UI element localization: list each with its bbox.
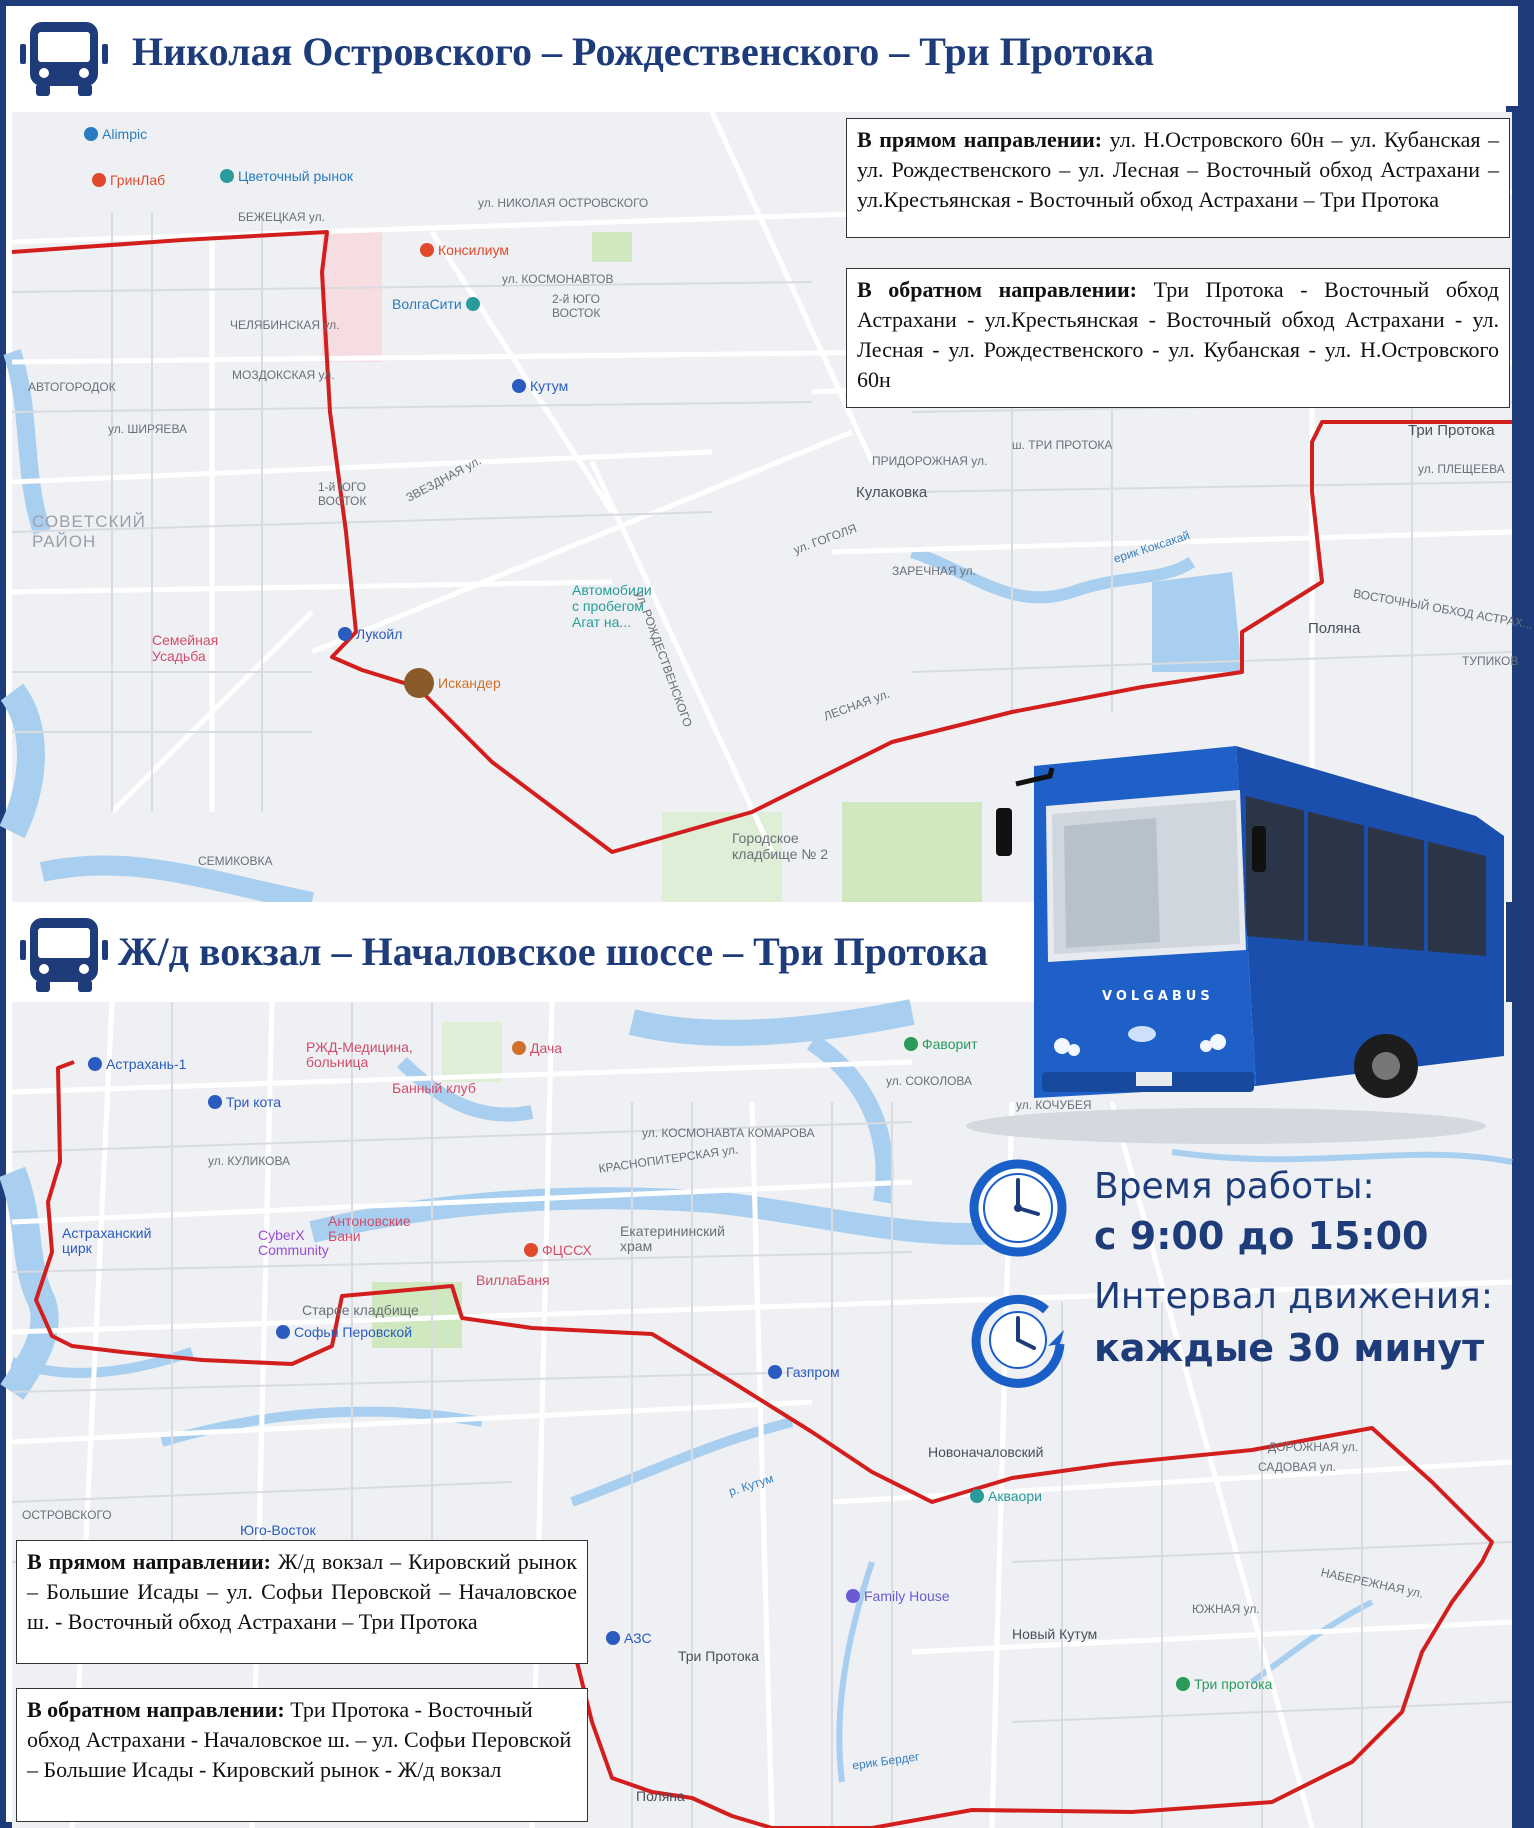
poi-dacha [512,1040,562,1056]
route2-backward-text: Три Протока - Восточный обход Астрахани - Началовское ш. – ул. Софьи Перовской – Большие Исады - Кировский рынок - Ж/д вокзал [27,1697,572,1782]
poi-astrakhan1 [88,1056,186,1072]
label-kulikova: ул. КУЛИКОВА [208,1154,291,1168]
label-kochubeya: ул. КОЧУБЕЯ [1016,1098,1092,1112]
poi-label: Семейная Усадьба [152,632,219,664]
label-avtogorodok: АВТОГОРОДОК [28,380,116,394]
label-pleshcheeva: ул. ПЛЕЩЕЕВА [1418,462,1505,476]
poi-circus [62,1226,151,1256]
poi-triprotoka2 [1176,1676,1272,1692]
poi-label: Старое кладбище [302,1302,419,1318]
label-erik-berdeg: ерик Бердег [851,1749,921,1773]
poi-familyhouse [846,1588,950,1604]
poi-label: ФЦССХ [542,1242,592,1258]
poi-grinlab [92,172,165,188]
poi-label: Екатерининский храм [620,1223,725,1254]
route1-forward-box [846,118,1510,238]
poi-label: Городское кладбище № 2 [732,830,828,862]
label-naberezhnaya: НАБЕРЕЖНАЯ ул. [1319,1565,1425,1601]
label-chel: ЧЕЛЯБИНСКАЯ ул. [230,318,340,332]
route2-backward-label: В обратном направлении: [27,1697,285,1722]
interval-clock-icon [968,1288,1068,1388]
poi-label: Кутум [530,378,569,394]
bus-icon [20,914,108,994]
poi-novonach [928,1444,1043,1460]
bus-icon [20,18,108,98]
poi-label: ВолгаСити [392,296,462,312]
label-gogolya: ул. ГОГОЛЯ [791,521,859,557]
poi-akvaori [970,1488,1042,1504]
poi-trikota [208,1094,281,1110]
poi-novykutum [1012,1626,1097,1642]
poi-yugovostok [240,1522,316,1538]
poi-antonovskie [328,1214,411,1244]
poi-label: Новоначаловский [928,1444,1044,1460]
label-zarechnaya: ЗАРЕЧНАЯ ул. [892,564,976,578]
poi-volgacity [392,296,484,312]
route1-backward-text: Три Протока - Восточный обход Астрахани - ул.Крестьянская - Восточный обход Астрахани - ул. Лесная - ул. Рождественского - ул. Кубанская - ул. Н.Островского 60н [857,277,1500,392]
route2-forward-box [16,1540,588,1664]
poi-semeynaya [152,632,218,664]
poi-label: Астрахань-1 [106,1056,187,1072]
poi-label: АЗС [624,1630,652,1646]
label-tri-protoka-st: ш. ТРИ ПРОТОКА [1012,438,1113,452]
poi-staroe [302,1302,419,1318]
poi-fcss [524,1242,592,1258]
route2-title: Ж/д вокзал – Началовское шоссе – Три Протока [118,929,988,974]
poi-label: Дача [530,1040,563,1056]
route2-backward-box [16,1688,588,1822]
label-tri-protoka: Три Протока [1408,422,1495,439]
label-sokolova: ул. СОКОЛОВА [886,1074,973,1088]
poi-label: CyberX Community [258,1227,329,1258]
label-vost-obhod: ВОСТОЧНЫЙ ОБХОД АСТРАХ... [1352,586,1534,632]
label-kulakovka: Кулаковка [856,484,928,501]
label-lesnaya: ЛЕСНАЯ ул. [821,686,892,724]
route2-forward-label: В прямом направлении: [27,1549,271,1574]
route1-forward-label: В прямом направлении: [857,127,1103,152]
label-semikovka: СЕМИКОВКА [198,854,273,868]
poi-label: Банный клуб [392,1080,476,1096]
poi-label: Три Протока [678,1648,759,1664]
label-moz: МОЗДОКСКАЯ ул. [232,368,335,382]
poi-villabanya [476,1272,550,1288]
bus-brand: VOLGABUS [1102,989,1214,1004]
label-zvezdnaya: ЗВЕЗДНАЯ ул. [403,453,484,505]
label-sadovaya: САДОВАЯ ул. [1258,1460,1336,1474]
poi-banny [392,1080,476,1096]
work-time-label: Время работы: [1094,1166,1375,1207]
label-tupikov: ТУПИКОВ [1462,654,1519,668]
route2-forward-text: Ж/д вокзал – Кировский рынок – Большие Исады – ул. Софьи Перовской – Началовское ш. - Восточный обход Астрахани – Три Протока [27,1549,577,1634]
route1-backward-label: В обратном направлении: [857,277,1137,302]
bus-illustration [956,706,1516,1146]
interval-value: каждые 30 минут [1094,1326,1485,1370]
poi-label: Искандер [438,675,501,691]
poi-label: Поляна [636,1788,685,1804]
poi-label: Автомобили с пробегом Агат на... [572,582,652,630]
poi-label: Консилиум [438,242,509,258]
label-pridorozhnaya: ПРИДОРОЖНАЯ ул. [872,454,988,468]
poi-label: Лукойл [356,626,403,642]
poi-iskander [404,668,501,698]
poi-label: Газпром [786,1364,840,1380]
label-rozhdestvenskogo: ул. РОЖДЕСТВЕНСКОГО [632,589,696,729]
clock-icon [968,1158,1068,1258]
poi-label: РЖД-Медицина, больница [306,1039,413,1070]
poi-polyana2 [636,1788,685,1804]
label-polyana: Поляна [1308,620,1361,637]
poi-gazprom [768,1364,840,1380]
label-shireva: ул. ШИРЯЕВА [108,422,188,436]
poi-rzd [306,1040,413,1070]
poi-label: Акваори [988,1488,1042,1504]
poi-sofi [276,1324,412,1340]
poi-azs [606,1630,652,1646]
interval-label: Интервал движения: [1094,1276,1493,1317]
label-kosmonavta: ул. КОСМОНАВТА КОМАРОВА [642,1126,815,1140]
poi-ekat [620,1224,725,1254]
poi-cemetery [732,830,828,862]
poi-alimpic [84,126,147,142]
poi-label: Астраханский цирк [62,1225,152,1256]
label-kutum-river: р. Кутум [726,1471,776,1499]
label-vostok1: 1-й ЮГО ВОСТОК [318,480,367,508]
route1-backward-box [846,268,1510,408]
poi-label: Цветочный рынок [238,168,353,184]
poi-kutum [512,378,568,394]
label-sovetsky: СОВЕТСКИЙ РАЙОН [32,512,146,551]
route1-header [6,6,1518,106]
poi-cyberx [258,1228,329,1258]
label-erik: ерик Коксакай [1111,528,1192,566]
poi-triprotoka [678,1648,759,1664]
label-ostrovsk: ОСТРОВСКОГО [22,1508,112,1522]
label-kosmonavtov: ул. КОСМОНАВТОВ [502,272,614,286]
poi-flower-market [220,168,353,184]
poi-label: Три протока [1194,1676,1273,1692]
poi-label: Фаворит [922,1036,978,1052]
poi-label: Юго-Восток [240,1522,316,1538]
label-krasnopit: КРАСНОПИТЕРСКАЯ ул. [597,1142,740,1176]
route1-forward-text: ул. Н.Островского 60н – ул. Кубанская – ул. Рождественского – ул. Лесная – Восточный обход Астрахани – ул.Крестьянская - Восточный обход Астрахани – Три Протока [857,127,1499,212]
poi-label: Alimpic [102,126,148,142]
poi-lukoil [338,626,402,642]
label-vostok2: 2-й ЮГО ВОСТОК [552,292,601,320]
label-n-ostrovskogo: ул. НИКОЛАЯ ОСТРОВСКОГО [478,196,649,210]
work-time-value: с 9:00 до 15:00 [1094,1214,1429,1258]
poi-label: Антоновские Бани [328,1213,411,1244]
route2-header [6,902,1026,1002]
label-bezh: БЕЖЕЦКАЯ ул. [238,210,325,224]
route1-title: Николая Островского – Рождественского – Три Протока [132,29,1155,74]
poi-label: Новый Кутум [1012,1626,1098,1642]
poi-label: Три кота [226,1094,282,1110]
poi-label: Софьи Перовской [294,1324,413,1340]
poi-konsilium [420,242,509,258]
poi-label: ГринЛаб [110,172,166,188]
label-yuzhnaya: ЮЖНАЯ ул. [1192,1602,1260,1616]
poi-label: Family House [864,1588,950,1604]
poi-label: ВиллаБаня [476,1272,550,1288]
label-dorozhnaya: ДОРОЖНАЯ ул. [1268,1440,1359,1454]
